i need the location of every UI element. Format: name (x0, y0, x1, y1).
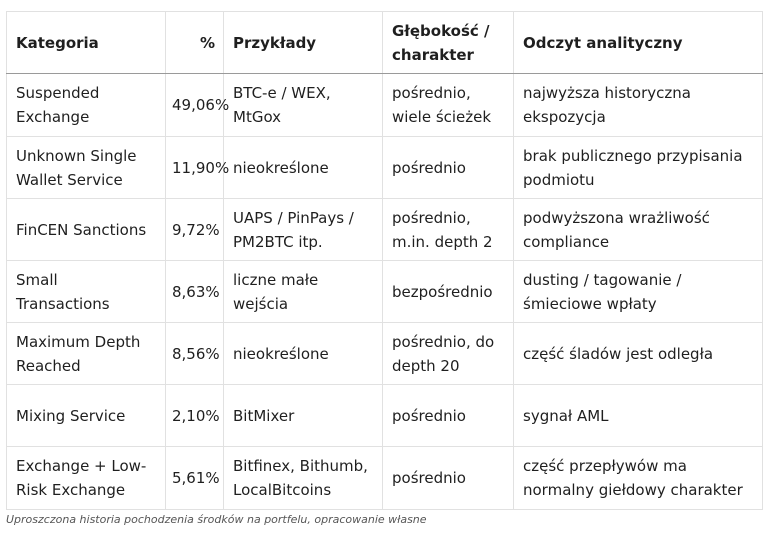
table-header-row (7, 12, 763, 74)
cell-examples: UAPS / PinPays / PM2BTC itp. (224, 199, 383, 261)
cell-percent: 11,90% (166, 137, 224, 199)
cell-percent: 9,72% (166, 199, 224, 261)
cell-examples: BitMixer (224, 385, 383, 447)
cell-depth: pośrednio, wiele ścieżek (383, 74, 514, 137)
cell-reading: najwyższa historyczna ekspozycja (514, 74, 763, 137)
cell-reading: podwyższona wrażliwość compliance (514, 199, 763, 261)
table-row (7, 137, 763, 199)
table-row (7, 385, 763, 447)
table-body (7, 74, 763, 510)
cell-category: FinCEN Sanctions (7, 199, 166, 261)
source-of-funds-table (6, 11, 763, 510)
cell-percent: 8,56% (166, 323, 224, 385)
cell-examples: nieokreślone (224, 323, 383, 385)
table-caption: Uproszczona historia pochodzenia środków na portfelu, opracowanie własne (6, 513, 427, 526)
table-row (7, 199, 763, 261)
cell-percent: 2,10% (166, 385, 224, 447)
cell-reading: część śladów jest odległa (514, 323, 763, 385)
cell-category: Maximum Depth Reached (7, 323, 166, 385)
cell-examples: nieokreślone (224, 137, 383, 199)
cell-depth: pośrednio (383, 137, 514, 199)
cell-category: Suspended Exchange (7, 74, 166, 137)
header-reading: Odczyt analityczny (514, 12, 763, 74)
table-row (7, 261, 763, 323)
cell-reading: część przepływów ma normalny giełdowy charakter (514, 447, 763, 510)
cell-depth: pośrednio, do depth 20 (383, 323, 514, 385)
cell-percent: 8,63% (166, 261, 224, 323)
cell-depth: pośrednio (383, 385, 514, 447)
header-examples: Przykłady (224, 12, 383, 74)
cell-reading: brak publicznego przypisania podmiotu (514, 137, 763, 199)
cell-category: Small Transactions (7, 261, 166, 323)
table-row (7, 323, 763, 385)
header-depth: Głębokość / charakter (383, 12, 514, 74)
cell-reading: sygnał AML (514, 385, 763, 447)
cell-category: Unknown Single Wallet Service (7, 137, 166, 199)
cell-examples: Bitfinex, Bithumb, LocalBitcoins (224, 447, 383, 510)
table-row (7, 74, 763, 137)
header-category: Kategoria (7, 12, 166, 74)
cell-examples: BTC-e / WEX, MtGox (224, 74, 383, 137)
cell-examples: liczne małe wejścia (224, 261, 383, 323)
header-percent: % (166, 12, 224, 74)
cell-category: Mixing Service (7, 385, 166, 447)
cell-percent: 5,61% (166, 447, 224, 510)
cell-depth: bezpośrednio (383, 261, 514, 323)
cell-reading: dusting / tagowanie / śmieciowe wpłaty (514, 261, 763, 323)
table-row (7, 447, 763, 510)
cell-depth: pośrednio, m.in. depth 2 (383, 199, 514, 261)
cell-depth: pośrednio (383, 447, 514, 510)
cell-category: Exchange + Low-Risk Exchange (7, 447, 166, 510)
cell-percent: 49,06% (166, 74, 224, 137)
source-of-funds-table-wrapper (6, 11, 762, 510)
